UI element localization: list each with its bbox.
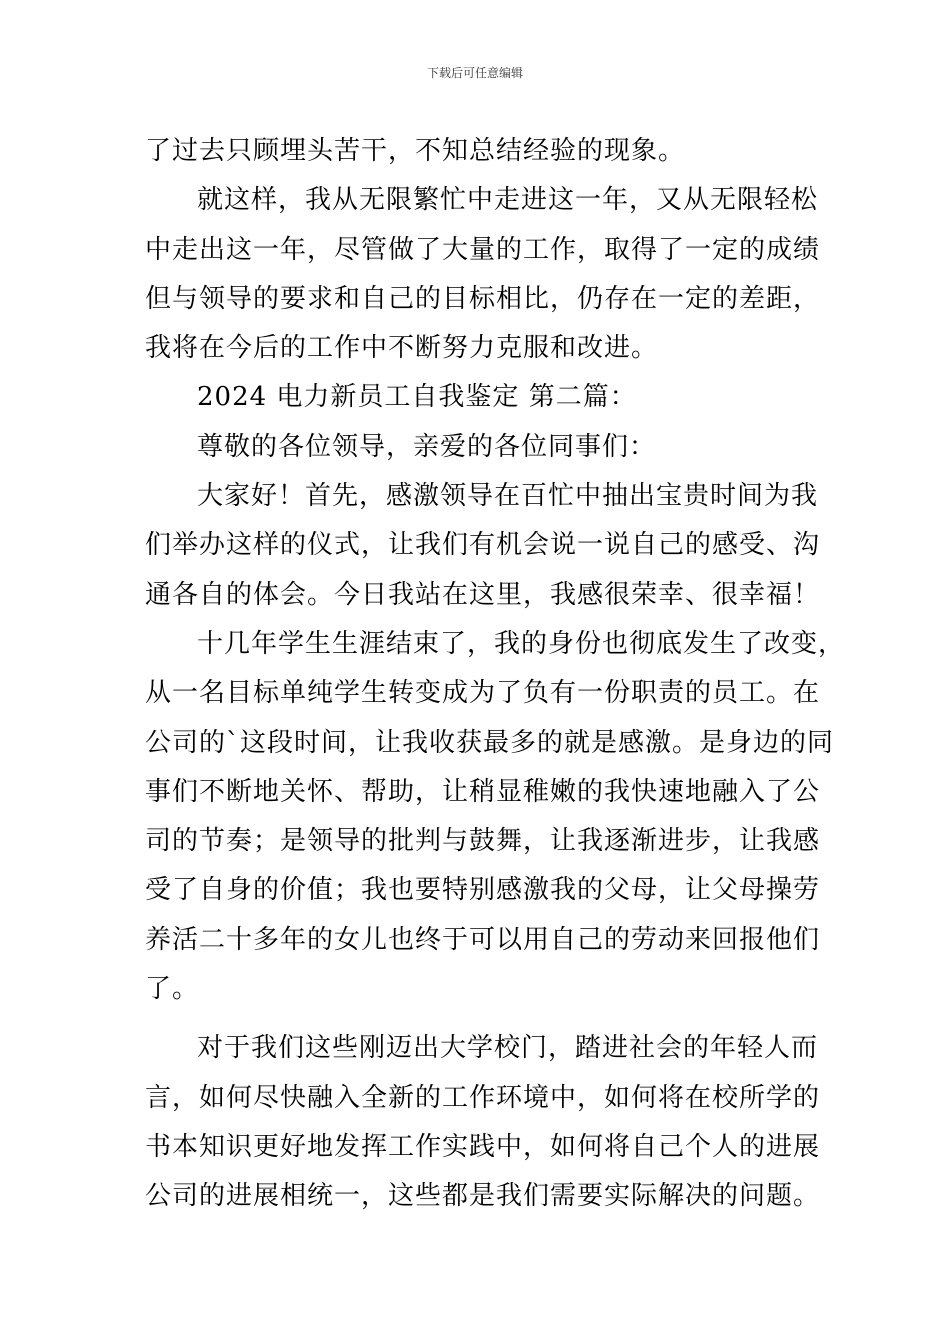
paragraph-line: 十几年学生生涯结束了，我的身份也彻底发生了改变， (197, 628, 846, 659)
paragraph-line: 公司的进展相统一，这些都是我们需要实际解决的问题。 (145, 1181, 821, 1212)
section-heading: 2024 电力新员工自我鉴定 第二篇： (197, 382, 637, 413)
paragraph-line: 我将在今后的工作中不断努力克服和改进。 (145, 333, 659, 364)
paragraph-line: 从一名目标单纯学生转变成为了负有一份职责的员工。在 (145, 678, 821, 709)
page-header: 下载后可任意编辑 (426, 66, 523, 80)
paragraph-line: 们举办这样的仪式，让我们有机会说一说自己的感受、沟 (145, 530, 821, 561)
paragraph-line: 事们不断地关怀、帮助，让稍显稚嫩的我快速地融入了公 (145, 776, 821, 807)
paragraph-line: 就这样，我从无限繁忙中走进这一年，又从无限轻松 (197, 185, 819, 216)
salutation: 尊敬的各位领导，亲爱的各位同事们： (197, 431, 657, 462)
paragraph-line: 通各自的体会。今日我站在这里，我感很荣幸、很幸福！ (145, 579, 821, 610)
paragraph-line: 书本知识更好地发挥工作实践中，如何将自己个人的进展 (145, 1131, 821, 1162)
paragraph-line: 中走出这一年，尽管做了大量的工作，取得了一定的成绩 (145, 234, 821, 265)
paragraph-line: 受了自身的价值；我也要特别感激我的父母，让父母操劳 (145, 875, 821, 906)
paragraph-line: 了。 (145, 974, 200, 1005)
paragraph-spacer (145, 1014, 825, 1024)
paragraph-line: 司的节奏；是领导的批判与鼓舞，让我逐渐进步，让我感 (145, 826, 821, 857)
paragraph-line: 了过去只顾埋头苦干，不知总结经验的现象。 (145, 136, 686, 166)
paragraph-line: 对于我们这些刚迈出大学校门，踏进社会的年轻人而 (197, 1033, 819, 1064)
document-body (145, 127, 846, 1222)
paragraph-line: 但与领导的要求和自己的目标相比，仍存在一定的差距， (145, 283, 821, 314)
paragraph-line: 养活二十多年的女儿也终于可以用自己的劳动来回报他们 (145, 924, 821, 955)
paragraph-line: 大家好！首先，感激领导在百忙中抽出宝贵时间为我 (197, 481, 819, 512)
paragraph-line: 言，如何尽快融入全新的工作环境中，如何将在校所学的 (145, 1082, 821, 1113)
paragraph-line: 公司的`这段时间，让我收获最多的就是感激。是身边的同 (145, 727, 835, 758)
